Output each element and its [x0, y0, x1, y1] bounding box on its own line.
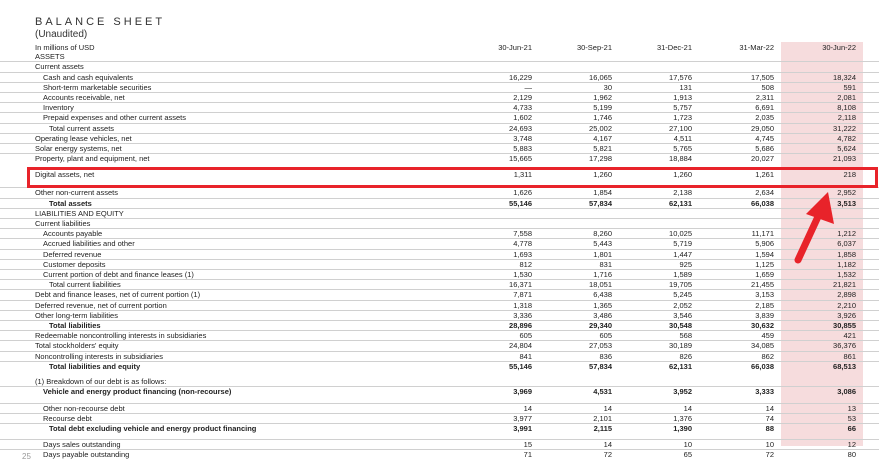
table-row	[0, 72, 879, 82]
row-value: 1,532	[782, 270, 864, 280]
table-row	[0, 259, 879, 269]
row-label: Days payable outstanding	[35, 450, 455, 460]
row-label: Accounts payable	[35, 229, 455, 239]
row-label: Total assets	[35, 198, 455, 208]
table-row	[0, 113, 879, 123]
row-value: 2,311	[700, 93, 782, 103]
row-label: (1) Breakdown of our debt is as follows:	[35, 377, 167, 387]
row-value: 19,705	[620, 280, 700, 290]
row-value: 1,376	[620, 413, 700, 423]
row-value: 36,376	[782, 341, 864, 351]
table-row	[0, 208, 879, 218]
table-row	[0, 229, 879, 239]
row-value: 1,260	[673, 170, 692, 180]
row-value: 2,952	[782, 188, 864, 198]
row-value	[455, 377, 540, 387]
row-value: 2,115	[540, 423, 620, 433]
row-value	[620, 219, 700, 229]
row-value: 18,051	[540, 280, 620, 290]
column-header: 31-Mar-22	[739, 43, 774, 52]
row-value: 4,745	[700, 133, 782, 143]
row-label: Total debt excluding vehicle and energy product financing	[35, 423, 455, 433]
row-value: 6,438	[540, 290, 620, 300]
row-label: Deferred revenue	[35, 249, 455, 259]
row-value: 2,210	[782, 300, 864, 310]
table-row	[0, 450, 879, 460]
row-value: 14	[455, 403, 540, 413]
table-row	[0, 103, 879, 113]
row-value: 2,052	[620, 300, 700, 310]
row-value: 20,027	[700, 154, 782, 164]
table-row	[0, 133, 879, 143]
row-value: 16,371	[455, 280, 540, 290]
row-value: 53	[782, 413, 864, 423]
row-value: 66,038	[700, 361, 782, 371]
table-row	[0, 239, 879, 249]
row-value: 66,038	[700, 198, 782, 208]
row-value: 2,138	[620, 188, 700, 198]
row-label: Cash and cash equivalents	[35, 72, 455, 82]
row-value: 1,212	[782, 229, 864, 239]
row-value: 1,311	[513, 170, 532, 180]
column-header-row	[0, 43, 879, 52]
row-value: 21,821	[782, 280, 864, 290]
row-value: 5,906	[700, 239, 782, 249]
row-value: 5,245	[620, 290, 700, 300]
row-value: 55,146	[455, 198, 540, 208]
table-row	[0, 351, 879, 361]
table-row	[0, 280, 879, 290]
row-label: Total stockholders' equity	[35, 341, 455, 351]
row-value: 29,050	[700, 123, 782, 133]
row-value: 3,333	[700, 387, 782, 397]
row-value: 14	[540, 403, 620, 413]
row-value: 5,624	[782, 144, 864, 154]
row-value	[620, 52, 700, 62]
table-row	[0, 341, 879, 351]
row-value: 1,962	[540, 93, 620, 103]
table-row	[0, 290, 879, 300]
row-value: 1,854	[540, 188, 620, 198]
row-value: 6,691	[700, 103, 782, 113]
row-value: 131	[620, 82, 700, 92]
row-label: Deferred revenue, net of current portion	[35, 300, 455, 310]
row-value: 218	[843, 170, 856, 180]
column-header: 30-Sep-21	[576, 43, 612, 52]
table-row	[0, 198, 879, 208]
row-value: 72	[540, 450, 620, 460]
row-value: 71	[455, 450, 540, 460]
row-value	[700, 219, 782, 229]
row-label: Total liabilities and equity	[35, 361, 455, 371]
row-value: 2,185	[700, 300, 782, 310]
row-label: Digital assets, net	[35, 170, 95, 180]
column-header: 30-Jun-21	[498, 43, 532, 52]
table-row	[0, 387, 879, 397]
row-value: 3,336	[455, 310, 540, 320]
row-value: 34,085	[700, 341, 782, 351]
table-row	[0, 82, 879, 92]
row-value: 1,801	[540, 249, 620, 259]
row-value: 31,222	[782, 123, 864, 133]
row-label: Accounts receivable, net	[35, 93, 455, 103]
row-value: 3,952	[620, 387, 700, 397]
row-value: 80	[782, 450, 864, 460]
row-value: 836	[540, 351, 620, 361]
row-value: 3,977	[455, 413, 540, 423]
row-value: 13	[782, 403, 864, 413]
row-value: 2,129	[455, 93, 540, 103]
row-value: 16,065	[540, 72, 620, 82]
row-value: 12	[782, 440, 864, 450]
row-value: 605	[540, 331, 620, 341]
row-value: 3,991	[455, 423, 540, 433]
row-value	[540, 62, 620, 72]
row-value	[540, 52, 620, 62]
row-value	[782, 52, 864, 62]
row-label: Prepaid expenses and other current assets	[35, 113, 455, 123]
document-title: BALANCE SHEET	[35, 16, 166, 28]
row-value: 1,365	[540, 300, 620, 310]
row-value: 2,118	[782, 113, 864, 123]
row-value: 62,131	[620, 361, 700, 371]
row-value: 4,778	[455, 239, 540, 249]
row-label: Other non-recourse debt	[35, 403, 455, 413]
row-value: 5,765	[620, 144, 700, 154]
row-value: 4,511	[620, 133, 700, 143]
row-label: Current assets	[35, 62, 455, 72]
row-label: Property, plant and equipment, net	[35, 154, 455, 164]
row-label: Total liabilities	[35, 321, 455, 331]
row-value: 30	[540, 82, 620, 92]
row-value: 30,548	[620, 321, 700, 331]
red-arrow-icon	[780, 190, 840, 270]
table-row	[0, 188, 879, 198]
row-value: 826	[620, 351, 700, 361]
row-value: 2,898	[782, 290, 864, 300]
table-row	[0, 403, 879, 413]
row-label: Inventory	[35, 103, 455, 113]
row-value: 5,686	[700, 144, 782, 154]
row-value: 5,719	[620, 239, 700, 249]
row-value: 4,733	[455, 103, 540, 113]
row-value: 14	[700, 403, 782, 413]
row-value: 55,146	[455, 361, 540, 371]
row-value: 10	[700, 440, 782, 450]
row-value: 14	[540, 440, 620, 450]
table-row	[0, 219, 879, 229]
row-value: 6,037	[782, 239, 864, 249]
row-label: Other non-current assets	[35, 188, 455, 198]
table-row	[0, 62, 879, 72]
row-value: 16,229	[455, 72, 540, 82]
row-value: 1,626	[455, 188, 540, 198]
row-value: 1,182	[782, 259, 864, 269]
row-value: 1,693	[455, 249, 540, 259]
row-value: 7,558	[455, 229, 540, 239]
row-value	[700, 62, 782, 72]
row-value: 21,455	[700, 280, 782, 290]
row-value: 28,896	[455, 321, 540, 331]
row-label: Operating lease vehicles, net	[35, 133, 455, 143]
row-label: ASSETS	[35, 52, 65, 62]
row-value: 1,318	[455, 300, 540, 310]
row-value	[540, 208, 620, 218]
units-label: In millions of USD	[35, 43, 95, 52]
row-value: 1,716	[540, 270, 620, 280]
row-value: 862	[700, 351, 782, 361]
table-row	[0, 93, 879, 103]
row-value: 508	[700, 82, 782, 92]
row-value: 2,035	[700, 113, 782, 123]
row-value: 10,025	[620, 229, 700, 239]
row-value: 3,513	[782, 198, 864, 208]
row-value	[620, 208, 700, 218]
row-label: Other long-term liabilities	[35, 310, 455, 320]
row-value: 24,804	[455, 341, 540, 351]
row-value: 66	[782, 423, 864, 433]
row-label: Current portion of debt and finance leases (1)	[35, 270, 455, 280]
document-subtitle: (Unaudited)	[35, 29, 88, 40]
row-value	[620, 62, 700, 72]
row-value: 4,167	[540, 133, 620, 143]
row-value: 1,602	[455, 113, 540, 123]
row-value: 27,100	[620, 123, 700, 133]
row-label: Noncontrolling interests in subsidiaries	[35, 351, 455, 361]
table-row	[0, 321, 879, 331]
row-value	[455, 52, 540, 62]
row-value: 62,131	[620, 198, 700, 208]
table-row	[0, 331, 879, 341]
row-value	[455, 62, 540, 72]
table-row	[0, 423, 879, 433]
row-value: 591	[782, 82, 864, 92]
row-value: 57,834	[540, 198, 620, 208]
row-value: 1,390	[620, 423, 700, 433]
row-value: 841	[455, 351, 540, 361]
row-value: 1,589	[620, 270, 700, 280]
table-row	[0, 52, 879, 62]
row-value: —	[455, 82, 540, 92]
table-row	[0, 300, 879, 310]
row-value: 2,634	[700, 188, 782, 198]
row-value: 15,665	[455, 154, 540, 164]
row-value: 1,530	[455, 270, 540, 280]
row-value: 8,260	[540, 229, 620, 239]
row-value: 1,723	[620, 113, 700, 123]
row-value: 861	[782, 351, 864, 361]
row-label: Solar energy systems, net	[35, 144, 455, 154]
row-value: 568	[620, 331, 700, 341]
row-value: 30,632	[700, 321, 782, 331]
row-value: 27,053	[540, 341, 620, 351]
row-value	[782, 377, 864, 387]
digital-assets-highlight-box	[27, 167, 878, 188]
row-value: 831	[540, 259, 620, 269]
row-value: 925	[620, 259, 700, 269]
row-value: 812	[455, 259, 540, 269]
row-value: 1,447	[620, 249, 700, 259]
row-value: 5,883	[455, 144, 540, 154]
row-value: 17,505	[700, 72, 782, 82]
row-value: 4,531	[540, 387, 620, 397]
row-value: 5,199	[540, 103, 620, 113]
table-row	[0, 123, 879, 133]
table-row	[0, 310, 879, 320]
row-value: 30,855	[782, 321, 864, 331]
row-value: 17,298	[540, 154, 620, 164]
row-value: 3,926	[782, 310, 864, 320]
table-row	[0, 440, 879, 450]
row-value: 3,486	[540, 310, 620, 320]
row-value: 21,093	[782, 154, 864, 164]
row-label: Total current assets	[35, 123, 455, 133]
row-value: 3,839	[700, 310, 782, 320]
balance-sheet-table	[0, 43, 879, 460]
row-value: 7,871	[455, 290, 540, 300]
row-value: 88	[700, 423, 782, 433]
row-value: 18,884	[620, 154, 700, 164]
row-value: 3,086	[782, 387, 864, 397]
column-header: 30-Jun-22	[822, 43, 856, 52]
row-value: 1,659	[700, 270, 782, 280]
row-value	[700, 208, 782, 218]
row-value: 1,125	[700, 259, 782, 269]
row-value: 2,101	[540, 413, 620, 423]
row-value: 3,748	[455, 133, 540, 143]
table-row	[0, 413, 879, 423]
row-value: 17,576	[620, 72, 700, 82]
row-value: 459	[700, 331, 782, 341]
row-value	[540, 219, 620, 229]
row-value	[540, 377, 620, 387]
row-value: 2,081	[782, 93, 864, 103]
row-value: 3,546	[620, 310, 700, 320]
row-label: Vehicle and energy product financing (non-recourse)	[35, 387, 455, 397]
row-value: 65	[620, 450, 700, 460]
row-value	[700, 377, 782, 387]
row-value: 1,260	[593, 170, 612, 180]
row-value: 5,757	[620, 103, 700, 113]
row-value: 1,746	[540, 113, 620, 123]
row-value	[700, 52, 782, 62]
row-value: 4,782	[782, 133, 864, 143]
row-value: 1,858	[782, 249, 864, 259]
row-value: 3,969	[455, 387, 540, 397]
row-label: Customer deposits	[35, 259, 455, 269]
row-value: 10	[620, 440, 700, 450]
row-value	[620, 377, 700, 387]
row-label: Recourse debt	[35, 413, 455, 423]
row-value: 24,693	[455, 123, 540, 133]
row-value	[782, 62, 864, 72]
row-value: 29,340	[540, 321, 620, 331]
row-value: 74	[700, 413, 782, 423]
table-row	[0, 270, 879, 280]
row-value: 605	[455, 331, 540, 341]
row-value: 68,513	[782, 361, 864, 371]
row-value: 57,834	[540, 361, 620, 371]
table-row	[0, 377, 879, 387]
row-value	[455, 208, 540, 218]
row-value: 5,443	[540, 239, 620, 249]
table-row	[0, 249, 879, 259]
row-value: 1,261	[755, 170, 774, 180]
row-value: 421	[782, 331, 864, 341]
row-value: 72	[700, 450, 782, 460]
row-label: Redeemable noncontrolling interests in subsidiaries	[35, 331, 455, 341]
row-label: Total current liabilities	[35, 280, 455, 290]
row-label: Current liabilities	[35, 219, 455, 229]
row-value: 1,594	[700, 249, 782, 259]
row-value: 1,913	[620, 93, 700, 103]
row-value: 15	[455, 440, 540, 450]
row-value: 25,002	[540, 123, 620, 133]
row-value: 8,108	[782, 103, 864, 113]
row-label: LIABILITIES AND EQUITY	[35, 208, 455, 218]
column-header: 31-Dec-21	[656, 43, 692, 52]
row-label: Accrued liabilities and other	[35, 239, 455, 249]
row-label: Short-term marketable securities	[35, 82, 455, 92]
row-value: 30,189	[620, 341, 700, 351]
table-row	[0, 361, 879, 371]
row-value: 11,171	[700, 229, 782, 239]
row-value: 5,821	[540, 144, 620, 154]
row-value	[455, 219, 540, 229]
row-value: 14	[620, 403, 700, 413]
page-number: 25	[22, 452, 31, 461]
row-label: Days sales outstanding	[35, 440, 455, 450]
table-row	[0, 144, 879, 154]
row-label: Debt and finance leases, net of current portion (1)	[35, 290, 455, 300]
table-row	[0, 154, 879, 164]
row-value: 3,153	[700, 290, 782, 300]
row-value: 18,324	[782, 72, 864, 82]
